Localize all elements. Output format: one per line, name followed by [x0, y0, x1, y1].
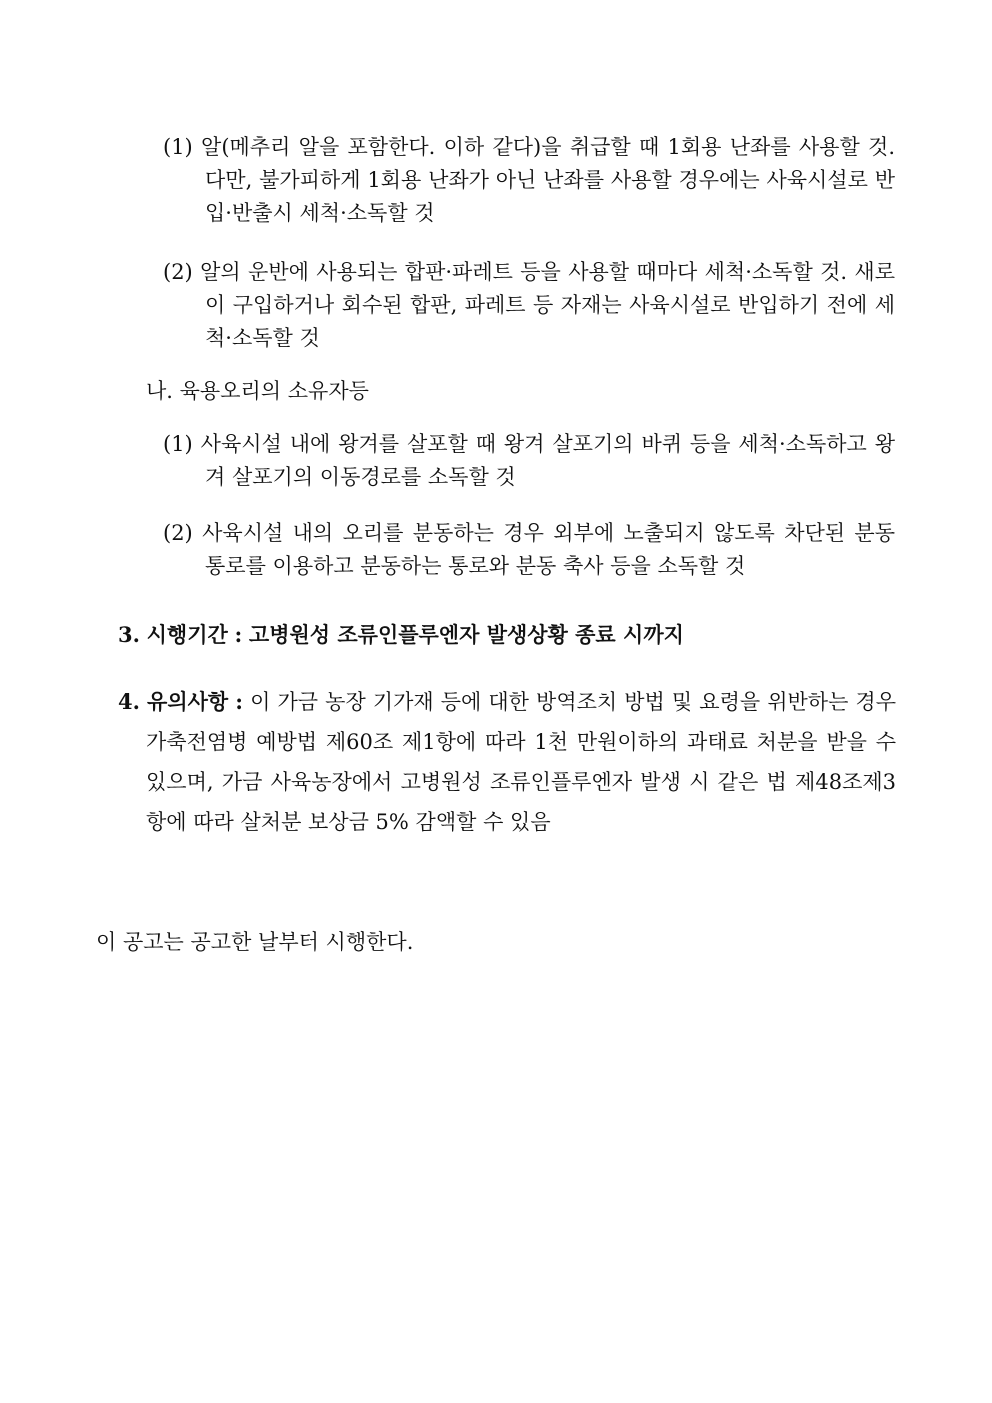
section-text: 이 가금 농장 기가재 등에 대한 방역조치 방법 및 요령을 위반하는 경우 가축전염병 예방법 제60조 제1항에 따라 1천 만원이하의 과태료 처분을 받을 수 있으며, 가금 사육농장에서 고병원성 조류인플루엔자 발생 시 같은 법 제48조제3항에 따라 살처분 보상금 5% 감액할 수 있음 [146, 690, 897, 834]
measure-b-item-1 [163, 428, 895, 494]
item-text: 사육시설 내의 오리를 분동하는 경우 외부에 노출되지 않도록 차단된 분동 통로를 이용하고 분동하는 통로와 분동 축사 등을 소독할 것 [202, 521, 895, 578]
item-number: (2) [163, 521, 193, 545]
item-text: 사육시설 내에 왕겨를 살포할 때 왕겨 살포기의 바퀴 등을 세척·소독하고 왕겨 살포기의 이동경로를 소독할 것 [200, 432, 895, 489]
measure-a-item-1 [163, 131, 895, 230]
closing-statement: 이 공고는 공고한 날부터 시행한다. [96, 930, 414, 954]
section-text: 고병원성 조류인플루엔자 발생상황 종료 시까지 [248, 622, 684, 647]
item-number: (1) [163, 135, 193, 159]
section-number: 3. [118, 622, 140, 647]
section-separator: : [234, 622, 243, 647]
section-number: 4. [118, 689, 140, 714]
section-title: 시행기간 [146, 622, 228, 647]
section-title: 유의사항 [147, 689, 229, 714]
measure-b-item-2 [163, 517, 895, 583]
section-separator: : [235, 689, 244, 714]
item-text: 알의 운반에 사용되는 합판·파레트 등을 사용할 때마다 세척·소독할 것. 새로이 구입하거나 회수된 합판, 파레트 등 자재는 사육시설로 반입하기 전에 세척·소독할 것 [200, 260, 895, 350]
item-number: (2) [163, 260, 193, 284]
section-3-period [118, 617, 896, 653]
measure-b-heading: 나. 육용오리의 소유자등 [146, 379, 369, 403]
item-number: (1) [163, 432, 193, 456]
section-4-notes [118, 682, 896, 842]
item-text: 알(메추리 알을 포함한다. 이하 같다)을 취급할 때 1회용 난좌를 사용할 것. 다만, 불가피하게 1회용 난좌가 아닌 난좌를 사용할 경우에는 사육시설로 반입·반출시 세척·소독할 것 [201, 135, 895, 225]
measure-a-item-2 [163, 256, 895, 355]
